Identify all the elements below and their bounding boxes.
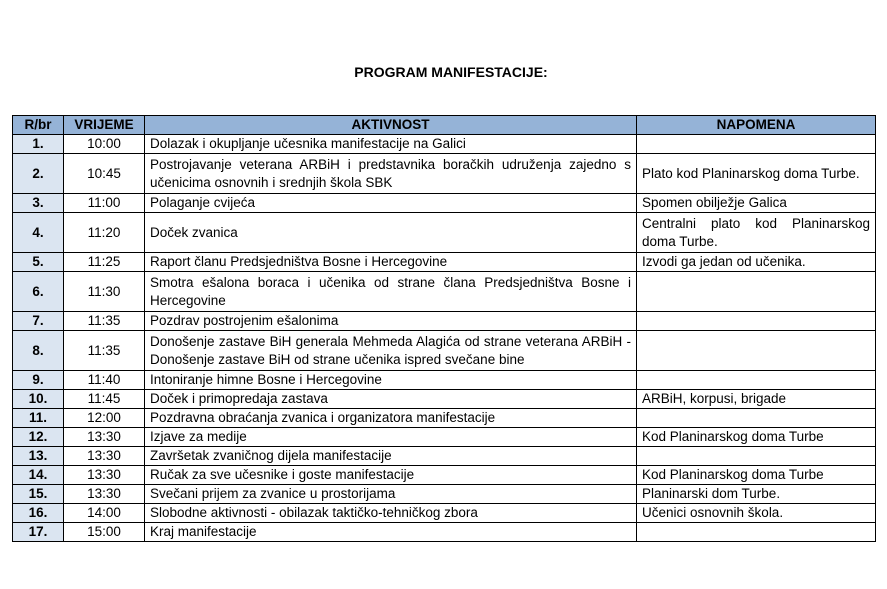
row-activity: Doček zvanica (145, 213, 637, 253)
table-row (13, 312, 876, 331)
row-time: 11:35 (64, 331, 145, 371)
row-note (637, 312, 876, 331)
row-time: 13:30 (64, 485, 145, 504)
row-activity: Doček i primopredaja zastava (145, 390, 637, 409)
table-row (13, 194, 876, 213)
row-number: 17. (13, 523, 64, 542)
row-number: 14. (13, 466, 64, 485)
header-activity: AKTIVNOST (145, 116, 637, 135)
table-row (13, 331, 876, 371)
row-note: Kod Planinarskog doma Turbe (637, 428, 876, 447)
row-number: 7. (13, 312, 64, 331)
row-time: 15:00 (64, 523, 145, 542)
row-time: 13:30 (64, 447, 145, 466)
row-time: 11:20 (64, 213, 145, 253)
row-activity: Smotra ešalona boraca i učenika od strane člana Predsjedništva Bosne i Hercegovine (145, 272, 637, 312)
table-row (13, 135, 876, 154)
row-note: Kod Planinarskog doma Turbe (637, 466, 876, 485)
row-note (637, 409, 876, 428)
table-header-row (13, 116, 876, 135)
row-note (637, 523, 876, 542)
row-activity: Slobodne aktivnosti - obilazak taktičko-tehničkog zbora (145, 504, 637, 523)
table-row (13, 466, 876, 485)
table-row (13, 447, 876, 466)
header-note: NAPOMENA (637, 116, 876, 135)
row-activity: Izjave za medije (145, 428, 637, 447)
row-note: Centralni plato kod Planinarskog doma Turbe. (637, 213, 876, 253)
row-number: 3. (13, 194, 64, 213)
row-time: 11:25 (64, 253, 145, 272)
table-row (13, 485, 876, 504)
row-note: Učenici osnovnih škola. (637, 504, 876, 523)
row-number: 16. (13, 504, 64, 523)
header-nr: R/br (13, 116, 64, 135)
row-time: 10:00 (64, 135, 145, 154)
row-time: 11:45 (64, 390, 145, 409)
table-row (13, 371, 876, 390)
row-activity: Postrojavanje veterana ARBiH i predstavnika boračkih udruženja zajedno s učenicima osnovnih i srednjih škola SBK (145, 154, 637, 194)
row-note (637, 447, 876, 466)
row-note (637, 272, 876, 312)
row-time: 14:00 (64, 504, 145, 523)
row-activity: Pozdravna obraćanja zvanica i organizatora manifestacije (145, 409, 637, 428)
row-activity: Polaganje cvijeća (145, 194, 637, 213)
table-row (13, 390, 876, 409)
row-note (637, 371, 876, 390)
row-time: 12:00 (64, 409, 145, 428)
table-row (13, 213, 876, 253)
row-time: 13:30 (64, 428, 145, 447)
table-row (13, 154, 876, 194)
row-time: 11:35 (64, 312, 145, 331)
row-note: Spomen obilježje Galica (637, 194, 876, 213)
table-row (13, 428, 876, 447)
row-number: 8. (13, 331, 64, 371)
row-note: ARBiH, korpusi, brigade (637, 390, 876, 409)
row-note: Planinarski dom Turbe. (637, 485, 876, 504)
table-row (13, 409, 876, 428)
table-row (13, 253, 876, 272)
row-activity: Dolazak i okupljanje učesnika manifestacije na Galici (145, 135, 637, 154)
program-table (12, 115, 876, 542)
row-activity: Svečani prijem za zvanice u prostorijama (145, 485, 637, 504)
row-activity: Raport članu Predsjedništva Bosne i Hercegovine (145, 253, 637, 272)
row-number: 2. (13, 154, 64, 194)
table-row (13, 272, 876, 312)
header-time: VRIJEME (64, 116, 145, 135)
row-time: 11:40 (64, 371, 145, 390)
row-number: 12. (13, 428, 64, 447)
row-time: 11:30 (64, 272, 145, 312)
row-number: 1. (13, 135, 64, 154)
row-note: Plato kod Planinarskog doma Turbe. (637, 154, 876, 194)
row-number: 9. (13, 371, 64, 390)
row-number: 10. (13, 390, 64, 409)
table-row (13, 523, 876, 542)
row-note (637, 331, 876, 371)
page-title: PROGRAM MANIFESTACIJE: (354, 64, 548, 80)
row-number: 5. (13, 253, 64, 272)
row-number: 4. (13, 213, 64, 253)
row-activity: Donošenje zastave BiH generala Mehmeda Alagića od strane veterana ARBiH - Donošenje zastave BiH od strane učenika ispred svečane bine (145, 331, 637, 371)
row-activity: Pozdrav postrojenim ešalonima (145, 312, 637, 331)
row-number: 13. (13, 447, 64, 466)
row-number: 11. (13, 409, 64, 428)
row-time: 10:45 (64, 154, 145, 194)
row-activity: Intoniranje himne Bosne i Hercegovine (145, 371, 637, 390)
row-activity: Završetak zvaničnog dijela manifestacije (145, 447, 637, 466)
table-row (13, 504, 876, 523)
row-number: 6. (13, 272, 64, 312)
row-note: Izvodi ga jedan od učenika. (637, 253, 876, 272)
row-activity: Kraj manifestacije (145, 523, 637, 542)
row-activity: Ručak za sve učesnike i goste manifestacije (145, 466, 637, 485)
row-number: 15. (13, 485, 64, 504)
row-note (637, 135, 876, 154)
row-time: 11:00 (64, 194, 145, 213)
row-time: 13:30 (64, 466, 145, 485)
